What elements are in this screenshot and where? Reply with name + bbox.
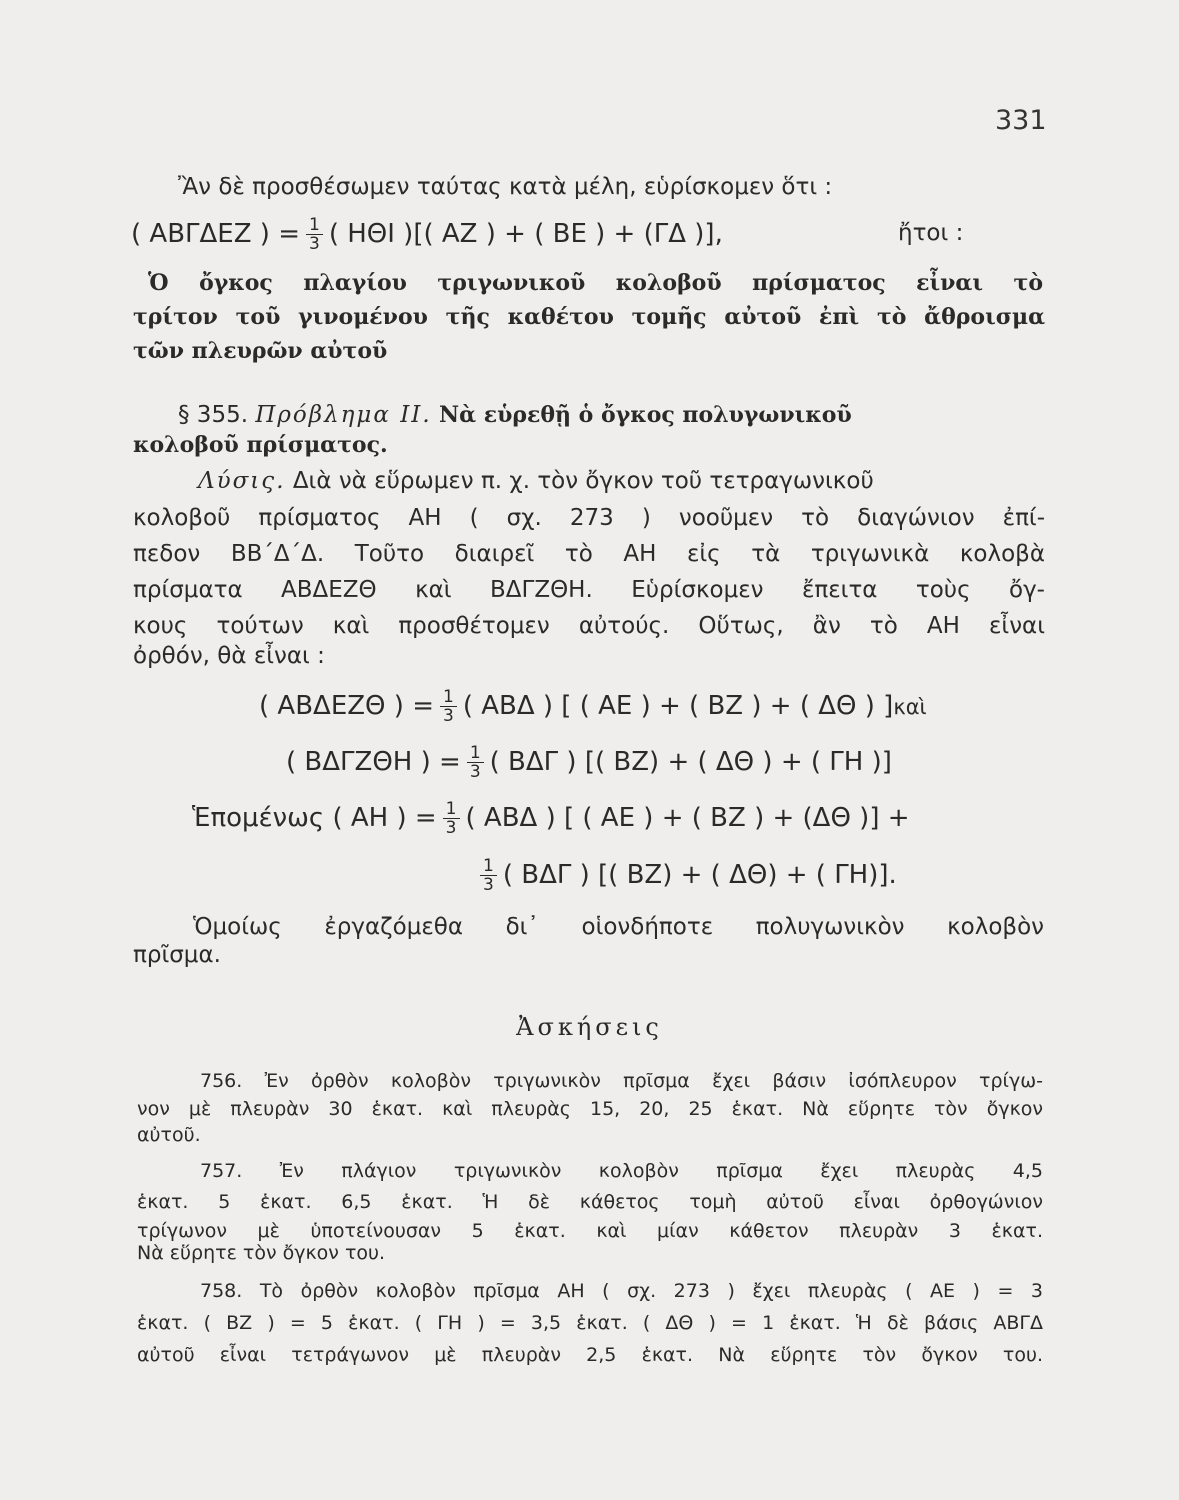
- text-line: πρίσματα ΑΒΔΕΖΘ καὶ ΒΔΓΖΘΗ. Εὑρίσκομεν ἔπειτα τοὺς ὄγ-: [133, 577, 1045, 603]
- fraction-numerator: 1: [440, 688, 457, 707]
- fraction-numerator: 1: [467, 744, 484, 763]
- text-line: πεδον ΒΒ΄Δ΄Δ. Τοῦτο διαιρεῖ τὸ ΑΗ εἰς τὰ τριγωνικὰ κολοβὰ: [133, 541, 1045, 567]
- equation-abdezth: [259, 688, 927, 725]
- theorem-line: τῶν πλευρῶν αὐτοῦ: [133, 338, 388, 364]
- exercise-line: 756. Ἐν ὀρθὸν κολοβὸν τριγωνικὸν πρῖσμα ἔχει βάσιν ἰσόπλευρον τρίγω-: [200, 1070, 1043, 1092]
- exercise-line: τρίγωνον μὲ ὑποτείνουσαν 5 ἑκατ. καὶ μίαν κάθετον πλευρὰν 3 ἑκατ.: [137, 1220, 1043, 1242]
- equation-lhs: ( ΑΒΓΔΕΖ ) =: [131, 219, 300, 249]
- fraction-one-third: [443, 800, 460, 837]
- equation-tail: ἤτοι :: [898, 220, 964, 246]
- theorem-line: Ὁ ὄγκος πλαγίου τριγωνικοῦ κολοβοῦ πρίσματος εἶναι τὸ: [148, 270, 1043, 296]
- fraction-numerator: 1: [306, 216, 323, 235]
- theorem-line: τρίτον τοῦ γινομένου τῆς καθέτου τομῆς αὐτοῦ ἐπὶ τὸ ἄθροισμα: [133, 304, 1045, 330]
- exercise-line: ἑκατ. 5 ἑκατ. 6,5 ἑκατ. Ἡ δὲ κάθετος τομὴ αὐτοῦ εἶναι ὀρθογώνιον: [137, 1191, 1043, 1213]
- solution-first-line: [198, 466, 1044, 496]
- exercise-line: αὐτοῦ.: [137, 1124, 201, 1146]
- section-label: Πρόβλημα ΙΙ.: [255, 402, 432, 428]
- equation-lhs: ( ΑΒΔΕΖΘ ) =: [259, 691, 434, 721]
- equation-ah: [192, 800, 910, 837]
- equation-ah-continued: [474, 857, 897, 894]
- fraction-one-third: [467, 744, 484, 781]
- equation-lhs: Ἑπομένως ( ΑΗ ) =: [192, 803, 437, 833]
- exercise-line: ἑκατ. ( ΒΖ ) = 5 ἑκατ. ( ΓΗ ) = 3,5 ἑκατ. ( ΔΘ ) = 1 ἑκατ. Ἡ δὲ βάσις ΑΒΓΔ: [137, 1312, 1043, 1334]
- exercise-line: 757. Ἐν πλάγιον τριγωνικὸν κολοβὸν πρῖσμα ἔχει πλευρὰς 4,5: [200, 1160, 1043, 1182]
- section-number: § 355.: [178, 402, 249, 428]
- text-line: ὀρθόν, θὰ εἶναι :: [133, 643, 325, 669]
- text-line: πρῖσμα.: [133, 942, 221, 968]
- text-line: Ἂν δὲ προσθέσωμεν ταύτας κατὰ μέλη, εὑρίσκομεν ὅτι :: [178, 174, 833, 200]
- text-line: κολοβοῦ πρίσματος ΑΗ ( σχ. 273 ) νοοῦμεν τὸ διαγώνιον ἐπί-: [133, 505, 1045, 531]
- equation-rhs: ( ΗΘΙ )[( ΑΖ ) + ( ΒΕ ) + (ΓΔ )],: [328, 219, 723, 249]
- page-number: 331: [995, 105, 1047, 136]
- section-heading: [178, 400, 1044, 430]
- text-line: Ὁμοίως ἐργαζόμεθα δι᾽ οἱονδήποτε πολυγωνικὸν κολοβὸν: [193, 914, 1044, 940]
- equation-lhs: ( ΒΔΓΖΘΗ ) =: [286, 747, 461, 777]
- exercise-line: αὐτοῦ εἶναι τετράγωνον μὲ πλευρὰν 2,5 ἑκατ. Νὰ εὕρητε τὸν ὄγκον του.: [137, 1344, 1043, 1366]
- fraction-numerator: 1: [443, 800, 460, 819]
- exercise-line: νον μὲ πλευρὰν 30 ἑκατ. καὶ πλευρὰς 15, 20, 25 ἑκατ. Νὰ εὕρητε τὸν ὄγκον: [137, 1098, 1043, 1120]
- solution-text: Διὰ νὰ εὕρωμεν π. χ. τὸν ὄγκον τοῦ τετραγωνικοῦ: [292, 468, 874, 494]
- conjunction: καὶ: [893, 695, 927, 719]
- equation-bdgzthh: [286, 744, 892, 781]
- fraction-one-third: [306, 216, 323, 253]
- fraction-numerator: 1: [480, 857, 497, 876]
- section-title: Νὰ εὑρεθῇ ὁ ὄγκος πολυγωνικοῦ: [439, 402, 852, 428]
- section-title-continued: κολοβοῦ πρίσματος.: [133, 432, 388, 458]
- fraction-denominator: 3: [483, 875, 494, 895]
- fraction-one-third: [440, 688, 457, 725]
- equation-rhs: ( ΒΔΓ ) [( ΒΖ) + ( ΔΘ) + ( ΓΗ)].: [502, 860, 897, 890]
- fraction-one-third: [480, 857, 497, 894]
- equation-rhs: ( ΒΔΓ ) [( ΒΖ) + ( ΔΘ ) + ( ΓΗ )]: [489, 747, 892, 777]
- text-line: κους τούτων καὶ προσθέτομεν αὐτούς. Οὕτως, ἂν τὸ ΑΗ εἶναι: [133, 613, 1045, 639]
- fraction-denominator: 3: [309, 234, 320, 254]
- equation-rhs: ( ΑΒΔ ) [ ( ΑΕ ) + ( ΒΖ ) + (ΔΘ )] +: [465, 803, 910, 833]
- equation-volume-triangular: [131, 216, 723, 253]
- fraction-denominator: 3: [445, 818, 457, 838]
- solution-label: Λύσις.: [198, 468, 286, 494]
- fraction-denominator: 3: [469, 762, 481, 782]
- exercises-heading: Ἀσκήσεις: [516, 1013, 663, 1041]
- exercise-line: Νὰ εὕρητε τὸν ὄγκον του.: [137, 1242, 386, 1264]
- exercise-line: 758. Τὸ ὀρθὸν κολοβὸν πρῖσμα ΑΗ ( σχ. 273 ) ἔχει πλευρὰς ( ΑΕ ) = 3: [200, 1280, 1043, 1302]
- equation-rhs: ( ΑΒΔ ) [ ( ΑΕ ) + ( ΒΖ ) + ( ΔΘ ) ]: [462, 691, 894, 721]
- fraction-denominator: 3: [442, 706, 454, 726]
